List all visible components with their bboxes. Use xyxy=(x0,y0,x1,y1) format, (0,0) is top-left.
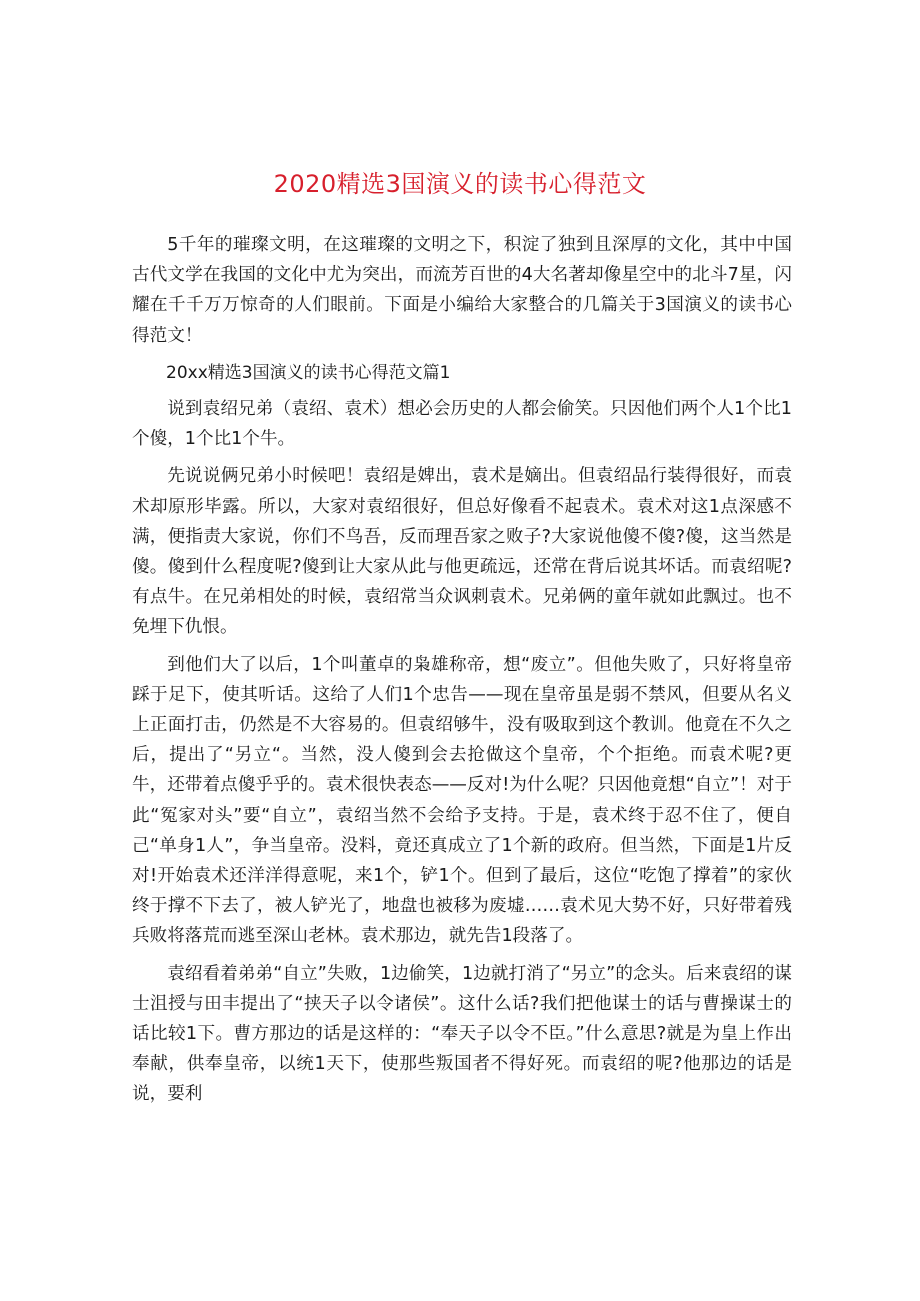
document-body xyxy=(132,230,792,1117)
intro-paragraph: 5千年的璀璨文明，在这璀璨的文明之下，积淀了独到且深厚的文化，其中中国古代文学在我国的文化中尤为突出，而流芳百世的4大名著却像星空中的北斗7星，闪耀在千千万万惊奇的人们眼前。下面是小编给大家整合的几篇关于3国演义的读书心得范文！ xyxy=(132,235,792,346)
body-paragraph: 先说说俩兄弟小时候吧！袁绍是婢出，袁术是嫡出。但袁绍品行装得很好，而袁术却原形毕露。所以，大家对袁绍很好，但总好像看不起袁术。袁术对这1点深感不满，便指责大家说，你们不鸟吾，反而理吾家之败子?大家说他傻不傻?傻，这当然是傻。傻到什么程度呢?傻到让大家从此与他更疏远，还常在背后说其坏话。而袁绍呢?有点牛。在兄弟相处的时候，袁绍常当众讽刺袁术。兄弟俩的童年就如此飘过。也不免埋下仇恨。 xyxy=(132,466,792,638)
body-paragraph: 袁绍看着弟弟“自立”失败，1边偷笑，1边就打消了“另立”的念头。后来袁绍的谋士沮授与田丰提出了“挟天子以令诸侯”。这什么话?我们把他谋士的话与曹操谋士的话比较1下。曹方那边的话是这样的：“奉天子以令不臣。”什么意思?就是为皇上作出奉献，供奉皇帝，以统1天下，使那些叛国者不得好死。而袁绍的呢?他那边的话是说，要利 xyxy=(132,963,792,1105)
section-heading: 20xx精选3国演义的读书心得范文篇1 xyxy=(166,362,451,383)
body-paragraph: 到他们大了以后，1个叫董卓的枭雄称帝，想“废立”。但他失败了，只好将皇帝踩于足下，使其听话。这给了人们1个忠告——现在皇帝虽是弱不禁风，但要从名义上正面打击，仍然是不大容易的。但袁绍够牛，没有吸取到这个教训。他竟在不久之后，提出了“另立“。当然，没人傻到会去抢做这个皇帝，个个拒绝。而袁术呢?更牛，还带着点傻乎乎的。袁术很快表态——反对!为什么呢？只因他竟想“自立”！对于此“冤家对头”要“自立”，袁绍当然不会给予支持。于是，袁术终于忍不住了，便自己“单身1人”，争当皇帝。没料，竟还真成立了1个新的政府。但当然，下面是1片反对!开始袁术还洋洋得意呢，来1个，铲1个。但到了最后，这位“吃饱了撑着”的家伙终于撑不下去了，被人铲光了，地盘也被移为废墟……袁术见大势不好，只好带着残兵败将落荒而逃至深山老林。袁术那边，就先告1段落了。 xyxy=(132,654,792,947)
document-title: 2020精选3国演义的读书心得范文 xyxy=(273,170,647,198)
body-paragraph: 说到袁绍兄弟（袁绍、袁术）想必会历史的人都会偷笑。只因他们两个人1个比1个傻，1个比1个牛。 xyxy=(132,399,792,450)
